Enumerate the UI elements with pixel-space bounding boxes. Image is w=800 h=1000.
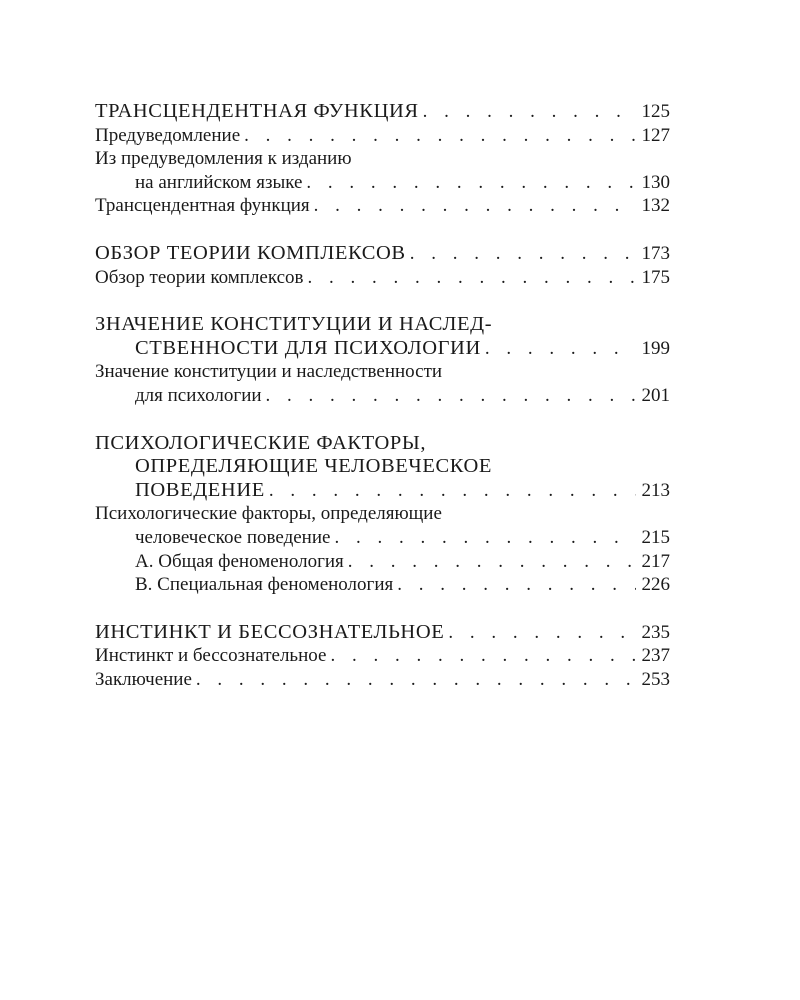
section-spacer bbox=[95, 218, 670, 242]
toc-section-heading bbox=[95, 621, 670, 645]
toc-entry-title: ОПРЕДЕЛЯЮЩИЕ ЧЕЛОВЕЧЕСКОЕ bbox=[135, 455, 493, 478]
section-spacer bbox=[95, 597, 670, 621]
toc-entry bbox=[95, 194, 670, 218]
toc-entry-title: В. Специальная феноменология bbox=[135, 574, 394, 596]
toc-entry-title: СТВЕННОСТИ ДЛЯ ПСИХОЛОГИИ bbox=[135, 336, 481, 359]
toc-page-number: 132 bbox=[641, 195, 670, 217]
toc-entry-title: Предуведомление bbox=[95, 124, 241, 146]
toc-entry bbox=[95, 266, 670, 290]
toc-section-heading bbox=[95, 242, 670, 266]
dot-leader bbox=[308, 266, 636, 290]
toc-entry bbox=[95, 668, 670, 692]
toc-page-number: 226 bbox=[641, 574, 670, 596]
dot-leader bbox=[410, 242, 636, 266]
dot-leader bbox=[334, 526, 635, 550]
toc-page-number: 215 bbox=[641, 526, 670, 548]
toc-entry-title: ОБЗОР ТЕОРИИ КОМПЛЕКСОВ bbox=[95, 241, 406, 264]
dot-leader bbox=[423, 100, 636, 124]
toc-entry bbox=[95, 147, 670, 171]
toc-entry-title: ПСИХОЛОГИЧЕСКИЕ ФАКТОРЫ, bbox=[95, 431, 427, 454]
toc-page-number: 199 bbox=[641, 337, 670, 359]
toc-entry-title: для психологии bbox=[135, 384, 262, 406]
dot-leader bbox=[244, 124, 635, 148]
dot-leader bbox=[269, 479, 636, 503]
toc-section-heading-continued bbox=[95, 337, 670, 361]
toc-entry-continued bbox=[95, 384, 670, 408]
dot-leader bbox=[348, 550, 636, 574]
toc-page-number: 130 bbox=[641, 171, 670, 193]
toc-page-number: 175 bbox=[641, 266, 670, 288]
toc-entry bbox=[95, 644, 670, 668]
toc-section-heading bbox=[95, 313, 670, 337]
toc-entry-title: ТРАНСЦЕНДЕНТНАЯ ФУНКЦИЯ bbox=[95, 100, 419, 122]
toc-entry-continued bbox=[95, 526, 670, 550]
toc-subentry bbox=[95, 573, 670, 597]
toc-page-number: 253 bbox=[641, 668, 670, 690]
toc-entry bbox=[95, 360, 670, 384]
dot-leader bbox=[314, 194, 636, 218]
toc-entry-title: Психологические факторы, определяющие bbox=[95, 503, 442, 525]
toc-section-heading-continued bbox=[95, 455, 670, 479]
toc-entry-title: Из предуведомления к изданию bbox=[95, 148, 352, 170]
toc-entry-title: ИНСТИНКТ И БЕССОЗНАТЕЛЬНОЕ bbox=[95, 620, 445, 643]
toc-page-number: 213 bbox=[641, 479, 670, 501]
toc-section-heading bbox=[95, 100, 670, 124]
dot-leader bbox=[397, 573, 635, 597]
toc-page-number: 237 bbox=[641, 645, 670, 667]
toc-entry bbox=[95, 124, 670, 148]
table-of-contents bbox=[95, 100, 670, 691]
toc-entry-title: Заключение bbox=[95, 668, 192, 690]
dot-leader bbox=[330, 644, 635, 668]
toc-section-heading-continued bbox=[95, 479, 670, 503]
dot-leader bbox=[306, 171, 635, 195]
toc-entry-title: на английском языке bbox=[135, 171, 303, 193]
section-spacer bbox=[95, 408, 670, 432]
toc-entry bbox=[95, 502, 670, 526]
toc-entry-title: Инстинкт и бессознательное bbox=[95, 645, 327, 667]
dot-leader bbox=[196, 668, 636, 692]
toc-entry-title: ПОВЕДЕНИЕ bbox=[135, 478, 265, 501]
toc-entry-title: А. Общая феноменология bbox=[135, 550, 344, 572]
toc-subentry bbox=[95, 550, 670, 574]
dot-leader bbox=[266, 384, 636, 408]
toc-entry-title: человеческое поведение bbox=[135, 526, 331, 548]
toc-entry-title: Значение конституции и наследственности bbox=[95, 361, 443, 383]
toc-section-heading bbox=[95, 432, 670, 456]
toc-entry-title: ЗНАЧЕНИЕ КОНСТИТУЦИИ И НАСЛЕД- bbox=[95, 313, 493, 336]
section-spacer bbox=[95, 289, 670, 313]
toc-page-number: 125 bbox=[641, 101, 670, 122]
toc-entry-title: Обзор теории комплексов bbox=[95, 266, 304, 288]
toc-page-number: 173 bbox=[641, 242, 670, 264]
toc-page-number: 217 bbox=[641, 550, 670, 572]
toc-entry-title: Трансцендентная функция bbox=[95, 195, 310, 217]
toc-page-number: 201 bbox=[641, 384, 670, 406]
toc-entry-continued bbox=[95, 171, 670, 195]
toc-page-number: 235 bbox=[641, 621, 670, 643]
dot-leader bbox=[448, 621, 635, 645]
toc-page-number: 127 bbox=[641, 124, 670, 146]
dot-leader bbox=[485, 337, 636, 361]
